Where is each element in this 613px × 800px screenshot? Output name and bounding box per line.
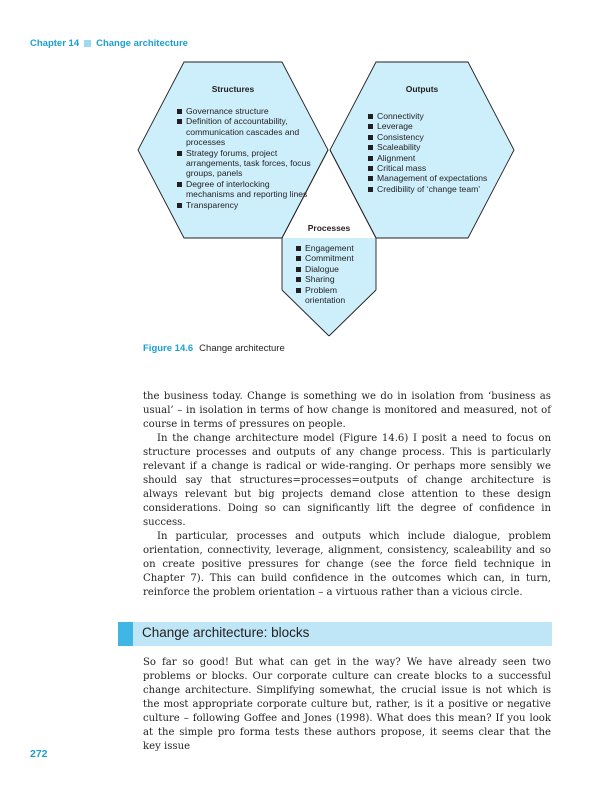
running-head-title: Change architecture — [96, 38, 188, 49]
section-heading: Change architecture: blocks — [142, 625, 310, 640]
body-paragraph-1: the business today. Change is something we do in isolation from ‘business as usual’ – in isolation in terms of how change is monitored and measured, not of course in terms of pressures on people. — [143, 391, 551, 430]
processes-title: Processes — [307, 223, 351, 233]
list-item: Strategy forums, project arrangements, task forces, focus groups, panels — [177, 148, 311, 179]
figure-number: Figure 14.6 — [143, 343, 194, 354]
list-item: Credibility of ‘change team’ — [368, 184, 508, 194]
list-item: Alignment — [368, 153, 508, 163]
body-text — [143, 390, 551, 600]
list-item: Degree of interlocking mechanisms and reporting lines — [177, 179, 311, 200]
list-item: Scaleability — [368, 142, 508, 152]
section-paragraph-1: So far so good! But what can get in the way? We have already seen two problems or blocks. Our corporate culture can create blocks to a successful change architecture. Simplifying somewhat, the crucial issue is not which is the most appropriate corporate culture but, rather, is it a positive or negative culture – following Goffee and Jones (1998). What does this mean? If you look at the simple pro forma tests these authors propose, it seems clear that the key issue — [143, 657, 551, 752]
list-item: Definition of accountability, communication cascades and processes — [177, 116, 311, 147]
list-item: Problem orientation — [296, 285, 374, 306]
processes-list — [296, 243, 374, 305]
list-item: Engagement — [296, 243, 374, 253]
section-heading-accent — [118, 622, 133, 646]
list-item: Transparency — [177, 200, 311, 210]
body-paragraph-2: In the change architecture model (Figure 14.6) I posit a need to focus on structure processes and outputs of any change process. This is particularly relevant if a change is radical or wide-ranging. Or perhaps more sensibly we should say that structures=processes=outputs of change architecture is always relevant but big projects demand close attention to these design considerations. Doing so can significantly lift the degree of confidence in success. — [143, 433, 551, 528]
list-item: Commitment — [296, 253, 374, 263]
list-item: Connectivity — [368, 111, 508, 121]
section-heading-bar — [118, 622, 552, 646]
structures-list — [177, 106, 311, 210]
list-item: Critical mass — [368, 163, 508, 173]
figure-caption — [143, 343, 285, 354]
outputs-title: Outputs — [405, 84, 439, 94]
structures-title: Structures — [211, 84, 255, 94]
outputs-list — [368, 111, 508, 194]
page-number: 272 — [30, 748, 48, 760]
list-item: Sharing — [296, 274, 374, 284]
list-item: Leverage — [368, 121, 508, 131]
list-item: Dialogue — [296, 264, 374, 274]
list-item: Governance structure — [177, 106, 311, 116]
section-body-text — [143, 656, 551, 754]
list-item: Management of expectations — [368, 173, 508, 183]
body-paragraph-3: In particular, processes and outputs which include dialogue, problem orientation, connectivity, leverage, alignment, consistency, scaleability and so on create positive pressures for change (see the force field technique in Chapter 7). This can build confidence in the outcomes which can, in turn, reinforce the problem orientation – a virtuous rather than a vicious circle. — [143, 531, 551, 598]
running-head-chapter: Chapter 14 — [30, 38, 80, 49]
figure-caption-text: Change architecture — [199, 343, 285, 354]
list-item: Consistency — [368, 132, 508, 142]
